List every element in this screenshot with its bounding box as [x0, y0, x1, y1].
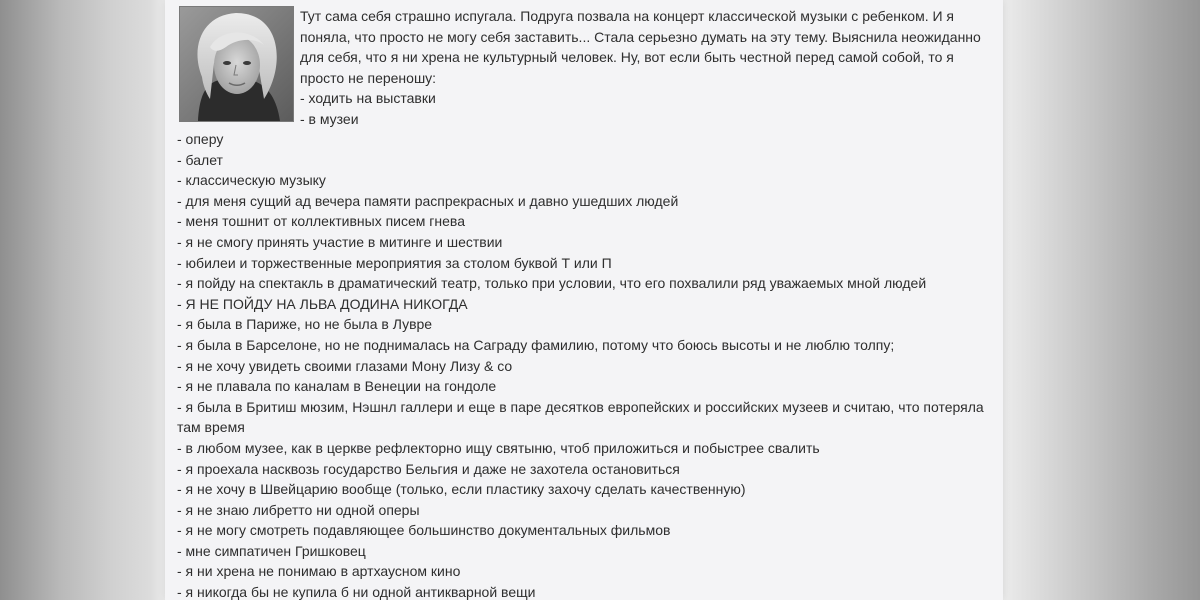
list-item: - меня тошнит от коллективных писем гнева: [177, 213, 465, 230]
list-item: - я не знаю либретто ни одной оперы: [177, 501, 420, 518]
intro-list-item: - в музеи: [300, 110, 359, 127]
list-item: - я была в Барселоне, но не поднималась на Саграду фамилию, потому что боюсь высоты и не люблю толпу;: [177, 336, 895, 353]
list-item: - Я НЕ ПОЙДУ НА ЛЬВА ДОДИНА НИКОГДА: [177, 295, 468, 312]
list-item: - юбилеи и торжественные мероприятия за столом буквой Т или П: [177, 254, 612, 271]
list-item: - я не плавала по каналам в Венеции на гондоле: [177, 378, 497, 395]
intro-paragraph: Тут сама себя страшно испугала. Подруга позвала на концерт классической музыки с ребенком. И я поняла, что просто не могу себя заставить... Стала серьезно думать на эту тему. Выяснила неожиданно для себя, что я ни хрена не культурный человек. Ну, вот если быть честной перед самой собой, то я просто не переношу:: [300, 8, 981, 86]
post-card: [165, 0, 1003, 600]
list-item: - я не хочу увидеть своими глазами Мону Лизу & со: [177, 357, 513, 374]
intro-list-item: - ходить на выставки: [300, 90, 436, 107]
list-item: - я не хочу в Швейцарию вообще (только, если пластику захочу сделать качественную): [177, 481, 746, 498]
list-item: - я не могу смотреть подавляющее большинство документальных фильмов: [177, 522, 671, 539]
list-item: - я никогда бы не купила б ни одной антикварной вещи: [177, 584, 536, 600]
list-item: - классическую музыку: [177, 172, 326, 189]
list-item: - я проехала насквозь государство Бельгия и даже не захотела остановиться: [177, 460, 680, 477]
author-photo[interactable]: [179, 6, 294, 122]
list-item: - я была в Бритиш мюзим, Нэшнл галлери и еще в паре десятков европейских и российских музеев и считаю, что потеряла там время: [177, 398, 984, 436]
list-item: - я не смогу принять участие в митинге и шествии: [177, 233, 503, 250]
list-item: - я была в Париже, но не была в Лувре: [177, 316, 433, 333]
list-item: - для меня сущий ад вечера памяти распрекрасных и давно ушедших людей: [177, 192, 679, 209]
post-list: [177, 129, 992, 600]
list-item: - в любом музее, как в церкве рефлекторно ищу святыню, чтоб приложиться и побыстрее свалить: [177, 439, 820, 456]
list-item: - я ни хрена не понимаю в артхаусном кино: [177, 563, 461, 580]
portrait-image: [180, 7, 293, 121]
list-item: - я пойду на спектакль в драматический театр, только при условии, что его похвалили ряд уважаемых мной людей: [177, 275, 927, 292]
list-item: - балет: [177, 151, 223, 168]
list-item: - мне симпатичен Гришковец: [177, 542, 366, 559]
list-item: - оперу: [177, 131, 224, 147]
post-intro: [300, 6, 1000, 130]
